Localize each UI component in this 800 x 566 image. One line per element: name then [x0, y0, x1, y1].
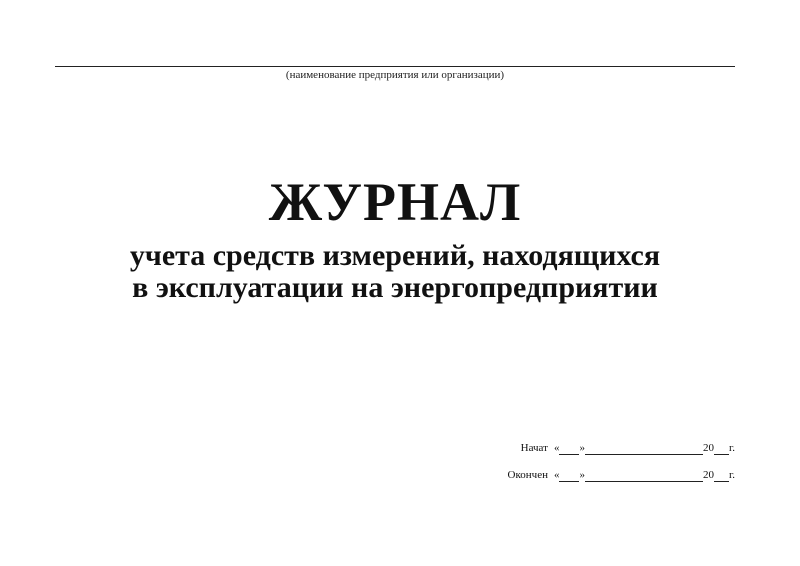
end-date-label: Окончен — [507, 469, 548, 481]
start-year-suffix: г. — [728, 442, 735, 454]
end-date-row — [508, 468, 735, 482]
start-year-blank — [714, 443, 729, 455]
journal-subtitle-line-2: в эксплуатации на энергопредприятии — [132, 271, 658, 304]
end-year-blank — [714, 470, 729, 482]
start-date-row — [521, 441, 735, 455]
start-month-blank — [585, 443, 703, 455]
start-day-blank — [559, 443, 579, 455]
end-quote-close: » — [579, 469, 585, 481]
start-date-label: Начат — [520, 442, 548, 454]
start-quote-open: « — [553, 442, 560, 454]
organization-name-line — [55, 66, 735, 67]
end-month-blank — [585, 470, 703, 482]
end-day-blank — [559, 470, 579, 482]
organization-caption: (наименование предприятия или организации) — [285, 69, 505, 81]
start-century: 20 — [702, 442, 714, 454]
journal-subtitle-line-1: учета средств измерений, находящихся — [129, 239, 661, 272]
end-quote-open: « — [553, 469, 560, 481]
start-quote-close: » — [579, 442, 585, 454]
end-year-suffix: г. — [728, 469, 735, 481]
end-century: 20 — [702, 469, 714, 481]
journal-title: ЖУРНАЛ — [268, 172, 522, 232]
